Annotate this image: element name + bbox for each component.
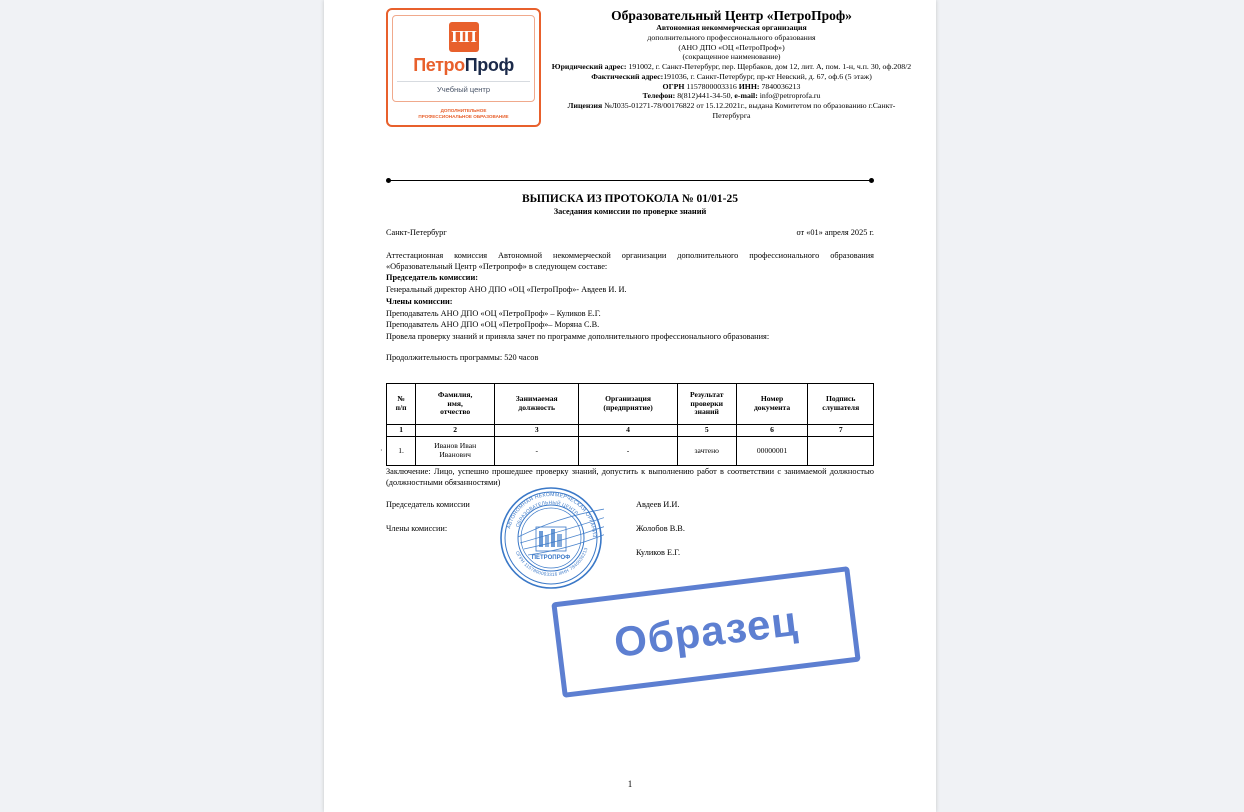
signature-role-members: Члены комиссии: — [386, 523, 448, 533]
row-position: - — [495, 437, 579, 466]
table-numbering-1: 1 — [387, 425, 416, 437]
email-value[interactable]: info@petroprofa.ru — [759, 91, 821, 101]
organization-seal-stamp — [498, 485, 604, 591]
organization-line-4: (сокращенное наименование) — [682, 52, 781, 62]
signatures-block — [386, 500, 874, 571]
logo-inner-frame — [392, 15, 535, 102]
table-numbering-row — [387, 425, 874, 437]
table-numbering-3: 3 — [495, 425, 579, 437]
table-header-position: Занимаемая должность — [495, 384, 579, 425]
organization-line-3: (АНО ДПО «ОЦ «ПетроПроф») — [678, 42, 785, 52]
license-value: №Л035-01271-78/00176822 от 15.12.2021г., выдана Комитетом по образованию г.Санкт-Петербурга — [604, 100, 896, 120]
organization-line-1: Автономная некоммерческая организация — [656, 23, 807, 33]
table-numbering-7: 7 — [808, 425, 874, 437]
table-header-row — [387, 384, 874, 425]
inn-value: 7840036213 — [761, 81, 801, 91]
table-row — [387, 437, 874, 466]
divider-dot-right-icon — [869, 178, 874, 183]
spacer — [386, 344, 874, 353]
table-numbering-5: 5 — [677, 425, 736, 437]
table-header-signature: Подпись слушателя — [808, 384, 874, 425]
chairman-value: Генеральный директор АНО ДПО «ОЦ «ПетроПроф»- Авдеев И. И. — [386, 285, 627, 295]
page-number: 1 — [627, 779, 633, 790]
chairman-label: Председатель комиссии: — [386, 273, 478, 283]
ogrn-value: 1157800003316 — [686, 81, 737, 91]
logo-mark-icon: ПП — [449, 22, 479, 52]
signature-row-member-2 — [386, 548, 874, 558]
table-numbering-6: 6 — [736, 425, 808, 437]
logo-subtitle: Учебный центр — [397, 81, 530, 95]
document-content — [386, 228, 874, 365]
document-page — [324, 0, 936, 812]
intro-paragraph: Аттестационная комиссия Автономной некоммерческой организации дополнительного профессионального образования «Образовательный Центр «Петропроф» в следующем составе: — [386, 250, 874, 271]
logo-title-accent: Петро — [413, 55, 465, 75]
organization-license — [549, 101, 914, 120]
organization-ogrn-inn — [549, 82, 914, 92]
legal-address-value: 191002, г. Санкт-Петербург, пер. Щербаков, дом 12, лит. А, пом. 1-н, ч.п. 30, оф.208/2 — [628, 62, 912, 72]
license-label: Лицензия — [567, 100, 603, 110]
signature-row-member-1 — [386, 524, 874, 534]
signature-name-member-2: Куликов Е.Г. — [636, 547, 681, 557]
logo-footer-text: ДОПОЛНИТЕЛЬНОЕ ПРОФЕССИОНАЛЬНОЕ ОБРАЗОВАНИЕ — [418, 108, 509, 120]
svg-text:ОБРАЗОВАТЕЛЬНЫЙ ЦЕНТР: ОБРАЗОВАТЕЛЬНЫЙ ЦЕНТР — [515, 500, 579, 529]
sample-watermark: Образец — [551, 566, 860, 698]
inn-label: ИНН: — [738, 81, 760, 91]
member-2: Преподаватель АНО ДПО «ОЦ «ПетроПроф»– Моряна С.В. — [386, 320, 600, 330]
organization-actual-address — [549, 72, 914, 82]
document-subtitle: Заседания комиссии по проверке знаний — [553, 207, 707, 216]
table-numbering-2: 2 — [416, 425, 495, 437]
table-header-no: № п/п — [387, 384, 416, 425]
logo-title — [397, 55, 530, 76]
phone-value: 8(812)441-34-50, — [677, 91, 733, 101]
actual-address-label: Фактический адрес: — [591, 71, 664, 81]
signature-row-chair — [386, 500, 874, 510]
row-organization: - — [579, 437, 678, 466]
program-duration: Продолжительность программы: 520 часов — [386, 353, 539, 363]
table-header-docnumber: Номер документа — [736, 384, 808, 425]
row-doc-number: 00000001 — [736, 437, 808, 466]
table-numbering-4: 4 — [579, 425, 678, 437]
organization-contacts — [549, 91, 914, 101]
svg-text:АВТОНОМНАЯ НЕКОММЕРЧЕСКАЯ ОРГА: АВТОНОМНАЯ НЕКОММЕРЧЕСКАЯ ОРГАНИЗ — [506, 491, 598, 538]
email-label: e-mail: — [734, 91, 758, 101]
legal-address-label: Юридический адрес: — [551, 62, 627, 72]
svg-text:ОГРН 1157800003316 ИНН 7840036: ОГРН 1157800003316 ИНН 7840036213 — [514, 546, 589, 577]
organization-logo — [386, 8, 541, 127]
document-header — [324, 8, 936, 127]
members-label: Члены комиссии: — [386, 296, 453, 306]
table-header-result: Результат проверки знаний — [677, 384, 736, 425]
row-fio: Иванов Иван Иванович — [416, 437, 495, 466]
city-date-row — [386, 228, 874, 239]
table-header-organization: Организация (предприятие) — [579, 384, 678, 425]
row-no: 1. — [387, 437, 416, 466]
document-title: ВЫПИСКА ИЗ ПРОТОКОЛА № 01/01-25 — [521, 193, 738, 205]
signature-name-member-1: Жолобов В.В. — [636, 523, 685, 533]
phone-label: Телефон: — [642, 91, 676, 101]
row-result: зачтено — [677, 437, 736, 466]
table-head — [387, 384, 874, 437]
row-signature — [808, 437, 874, 466]
organization-name: Образовательный Центр «ПетроПроф» — [611, 8, 852, 23]
logo-title-rest: Проф — [464, 55, 514, 75]
organization-legal-address — [549, 62, 914, 72]
checked-statement: Провела проверку знаний и приняла зачет по программе дополнительного профессионального образования: — [386, 332, 770, 342]
date-label: от «01» апреля 2025 г. — [796, 228, 874, 237]
conclusion-paragraph: Заключение: Лицо, успешно прошедшее проверку знаний, допустить к выполнению работ в соответствии с занимаемой должностью (должностными обязанностями) — [386, 467, 874, 487]
ogrn-label: ОГРН — [662, 81, 685, 91]
table-header-fio: Фамилия, имя, отчество — [416, 384, 495, 425]
divider-bar — [390, 180, 870, 181]
document-body — [324, 0, 936, 812]
signature-role-chair: Председатель комиссии — [386, 500, 470, 509]
city-label: Санкт-Петербург — [386, 228, 447, 237]
header-divider — [386, 178, 874, 184]
table-body — [387, 437, 874, 466]
signature-name-chair: Авдеев И.И. — [636, 500, 680, 509]
row-tick-marker-icon: · — [380, 446, 383, 455]
participants-table — [386, 383, 874, 466]
member-1: Преподаватель АНО ДПО «ОЦ «ПетроПроф» – Куликов Е.Г. — [386, 308, 601, 318]
organization-details — [541, 8, 936, 120]
actual-address-value: 191036, г. Санкт-Петербург, пр-кт Невский, д. 67, оф.6 (5 этаж) — [663, 71, 872, 81]
organization-line-2: дополнительного профессионального образования — [647, 32, 816, 42]
svg-text:ПЕТРОПРОФ: ПЕТРОПРОФ — [531, 555, 571, 561]
